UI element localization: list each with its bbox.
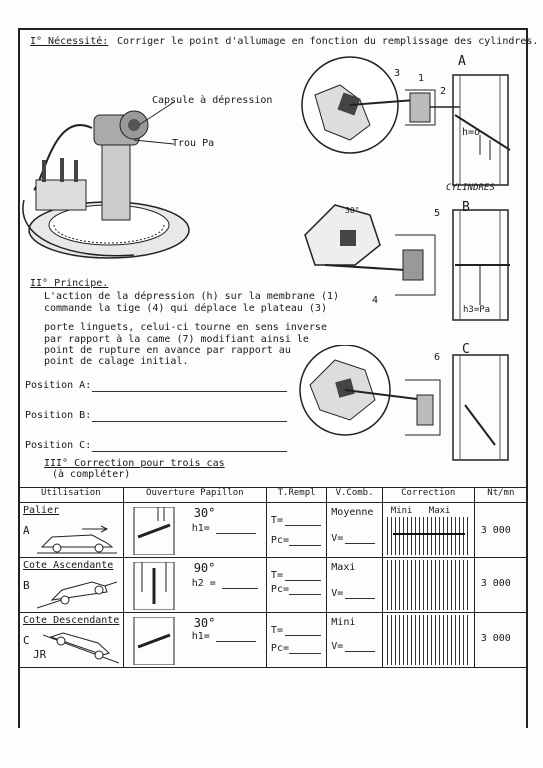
label-h0: h=o (462, 127, 481, 138)
pc-field[interactable] (289, 653, 321, 654)
throttle-h: h2 = (191, 578, 216, 589)
nt-value: 3 000 (480, 578, 511, 589)
principe-line3: porte linguets, celui-ci tourne en sens inverse (44, 322, 327, 333)
v-label: V= (331, 533, 344, 544)
t-label: T= (270, 625, 283, 636)
use-label: Cote Ascendante (23, 560, 114, 571)
use-cell-c (19, 613, 123, 667)
diagram-a (295, 55, 520, 190)
label-4: 4 (372, 295, 379, 306)
table-row (19, 558, 528, 613)
section1-title: I° Nécessité: (30, 36, 109, 47)
throttle-cell-c (124, 613, 266, 667)
page-border-top (18, 28, 528, 30)
correction-table (18, 487, 528, 668)
use-label: Palier (23, 505, 60, 516)
position-a-label: Position A: (25, 380, 92, 391)
correction-scale (387, 517, 471, 555)
nt-cell-b (475, 558, 527, 612)
principe-line6: point de calage initial. (44, 356, 189, 367)
position-b-field[interactable] (92, 421, 287, 422)
use-cell-b (19, 558, 123, 612)
throttle-h: h1= (191, 523, 210, 534)
vacuum-test-apparatus-illustration (14, 80, 194, 265)
pc-label: Pc= (270, 584, 289, 595)
t-field[interactable] (285, 580, 321, 581)
use-label: Cote Descendante (23, 615, 120, 626)
diagram-c (295, 342, 520, 465)
principe-line2: commande la tige (4) qui déplace le plateau (3) (44, 303, 327, 314)
label-2: 2 (440, 86, 447, 97)
section1-text: Corriger le point d'allumage en fonction du remplissage des cylindres. (117, 36, 539, 47)
vcomb-cell-b (327, 558, 382, 612)
nt-value: 3 000 (480, 633, 511, 644)
v-label: V= (331, 641, 344, 652)
throttle-h: h1= (191, 631, 210, 642)
trempl-cell-b (267, 558, 326, 612)
throttle-h-field[interactable] (216, 641, 256, 642)
t-field[interactable] (285, 525, 321, 526)
header-trempl: T.Rempl (266, 488, 326, 503)
t-field[interactable] (285, 635, 321, 636)
header-ouverture: Ouverture Papillon (123, 488, 266, 503)
t-label: T= (270, 515, 283, 526)
label-h3: h3=Pa (463, 305, 491, 315)
principe-line5: point de rupture en avance par rapport au (44, 345, 291, 356)
correction-bar (393, 533, 465, 535)
header-ntmn: Nt/mn (474, 488, 527, 503)
correction-cell-c (383, 613, 474, 667)
use-letter: C (23, 634, 30, 647)
label-6: 6 (434, 352, 441, 363)
correction-cell-a (383, 503, 474, 557)
throttle-h-field[interactable] (222, 588, 258, 589)
trempl-cell-a (267, 503, 326, 557)
v-label: V= (331, 588, 344, 599)
correction-subtitle: (à compléter) (52, 469, 131, 480)
vcomb-cell-c (327, 613, 382, 667)
throttle-angle: 30° (193, 616, 216, 630)
initials: JR (33, 648, 47, 661)
label-3: 3 (394, 68, 401, 79)
use-letter: A (23, 524, 30, 537)
v-field[interactable] (345, 598, 375, 599)
pc-label: Pc= (270, 643, 289, 654)
pc-field[interactable] (289, 545, 321, 546)
correction-scale (387, 560, 471, 610)
car-downhill-icon (43, 627, 119, 665)
nt-value: 3 000 (480, 525, 511, 536)
principe-line4: par rapport à la came (7) modifiant ainsi le (44, 334, 309, 345)
header-vcomb: V.Comb. (327, 488, 383, 503)
throttle-icon (130, 507, 180, 555)
throttle-icon (130, 617, 180, 665)
label-a: A (458, 54, 466, 69)
correction-scale (387, 615, 471, 665)
car-uphill-icon (37, 572, 117, 610)
throttle-icon (130, 562, 180, 610)
throttle-angle: 90° (193, 561, 216, 575)
label-trou-pa: Trou Pa (172, 138, 215, 149)
label-5: 5 (434, 208, 441, 219)
position-a-field[interactable] (92, 391, 287, 392)
t-label: T= (270, 570, 283, 581)
position-c-field[interactable] (92, 451, 287, 452)
vcomb-label: Maxi (331, 562, 356, 573)
throttle-cell-b (124, 558, 266, 612)
position-b-label: Position B: (25, 410, 92, 421)
trempl-cell-c (267, 613, 326, 667)
label-capsule: Capsule à dépression (152, 95, 273, 106)
maxi-label: Maxi (428, 506, 451, 516)
use-letter: B (23, 579, 30, 592)
v-field[interactable] (345, 543, 375, 544)
nt-cell-a (475, 503, 527, 557)
table-header-row (19, 488, 528, 503)
principe-line1: L'action de la dépression (h) sur la membrane (1) (44, 291, 340, 302)
car-icon (37, 525, 117, 555)
label-c: C (462, 342, 470, 357)
pc-field[interactable] (289, 594, 321, 595)
v-field[interactable] (345, 651, 375, 652)
nt-cell-c (475, 613, 527, 667)
vcomb-cell-a (327, 503, 382, 557)
vcomb-label: Mini (331, 617, 356, 628)
label-b: B (462, 200, 470, 215)
label-1: 1 (418, 73, 425, 84)
vcomb-label: Moyenne (331, 507, 374, 518)
principe-title: II° Principe. (30, 278, 109, 289)
label-angle: 30° (345, 206, 360, 215)
position-c-label: Position C: (25, 440, 92, 451)
correction-title: III° Correction pour trois cas (44, 458, 225, 469)
use-cell-a (19, 503, 123, 557)
table-row (19, 503, 528, 558)
header-utilisation: Utilisation (19, 488, 124, 503)
table-row (19, 613, 528, 668)
mini-label: Mini (390, 506, 413, 516)
throttle-h-field[interactable] (216, 533, 256, 534)
header-correction: Correction (382, 488, 474, 503)
correction-cell-b (383, 558, 474, 612)
pc-label: Pc= (270, 535, 289, 546)
label-cylindres: CYLINDRES (446, 183, 495, 193)
throttle-angle: 30° (193, 506, 216, 520)
throttle-cell-a (124, 503, 266, 557)
